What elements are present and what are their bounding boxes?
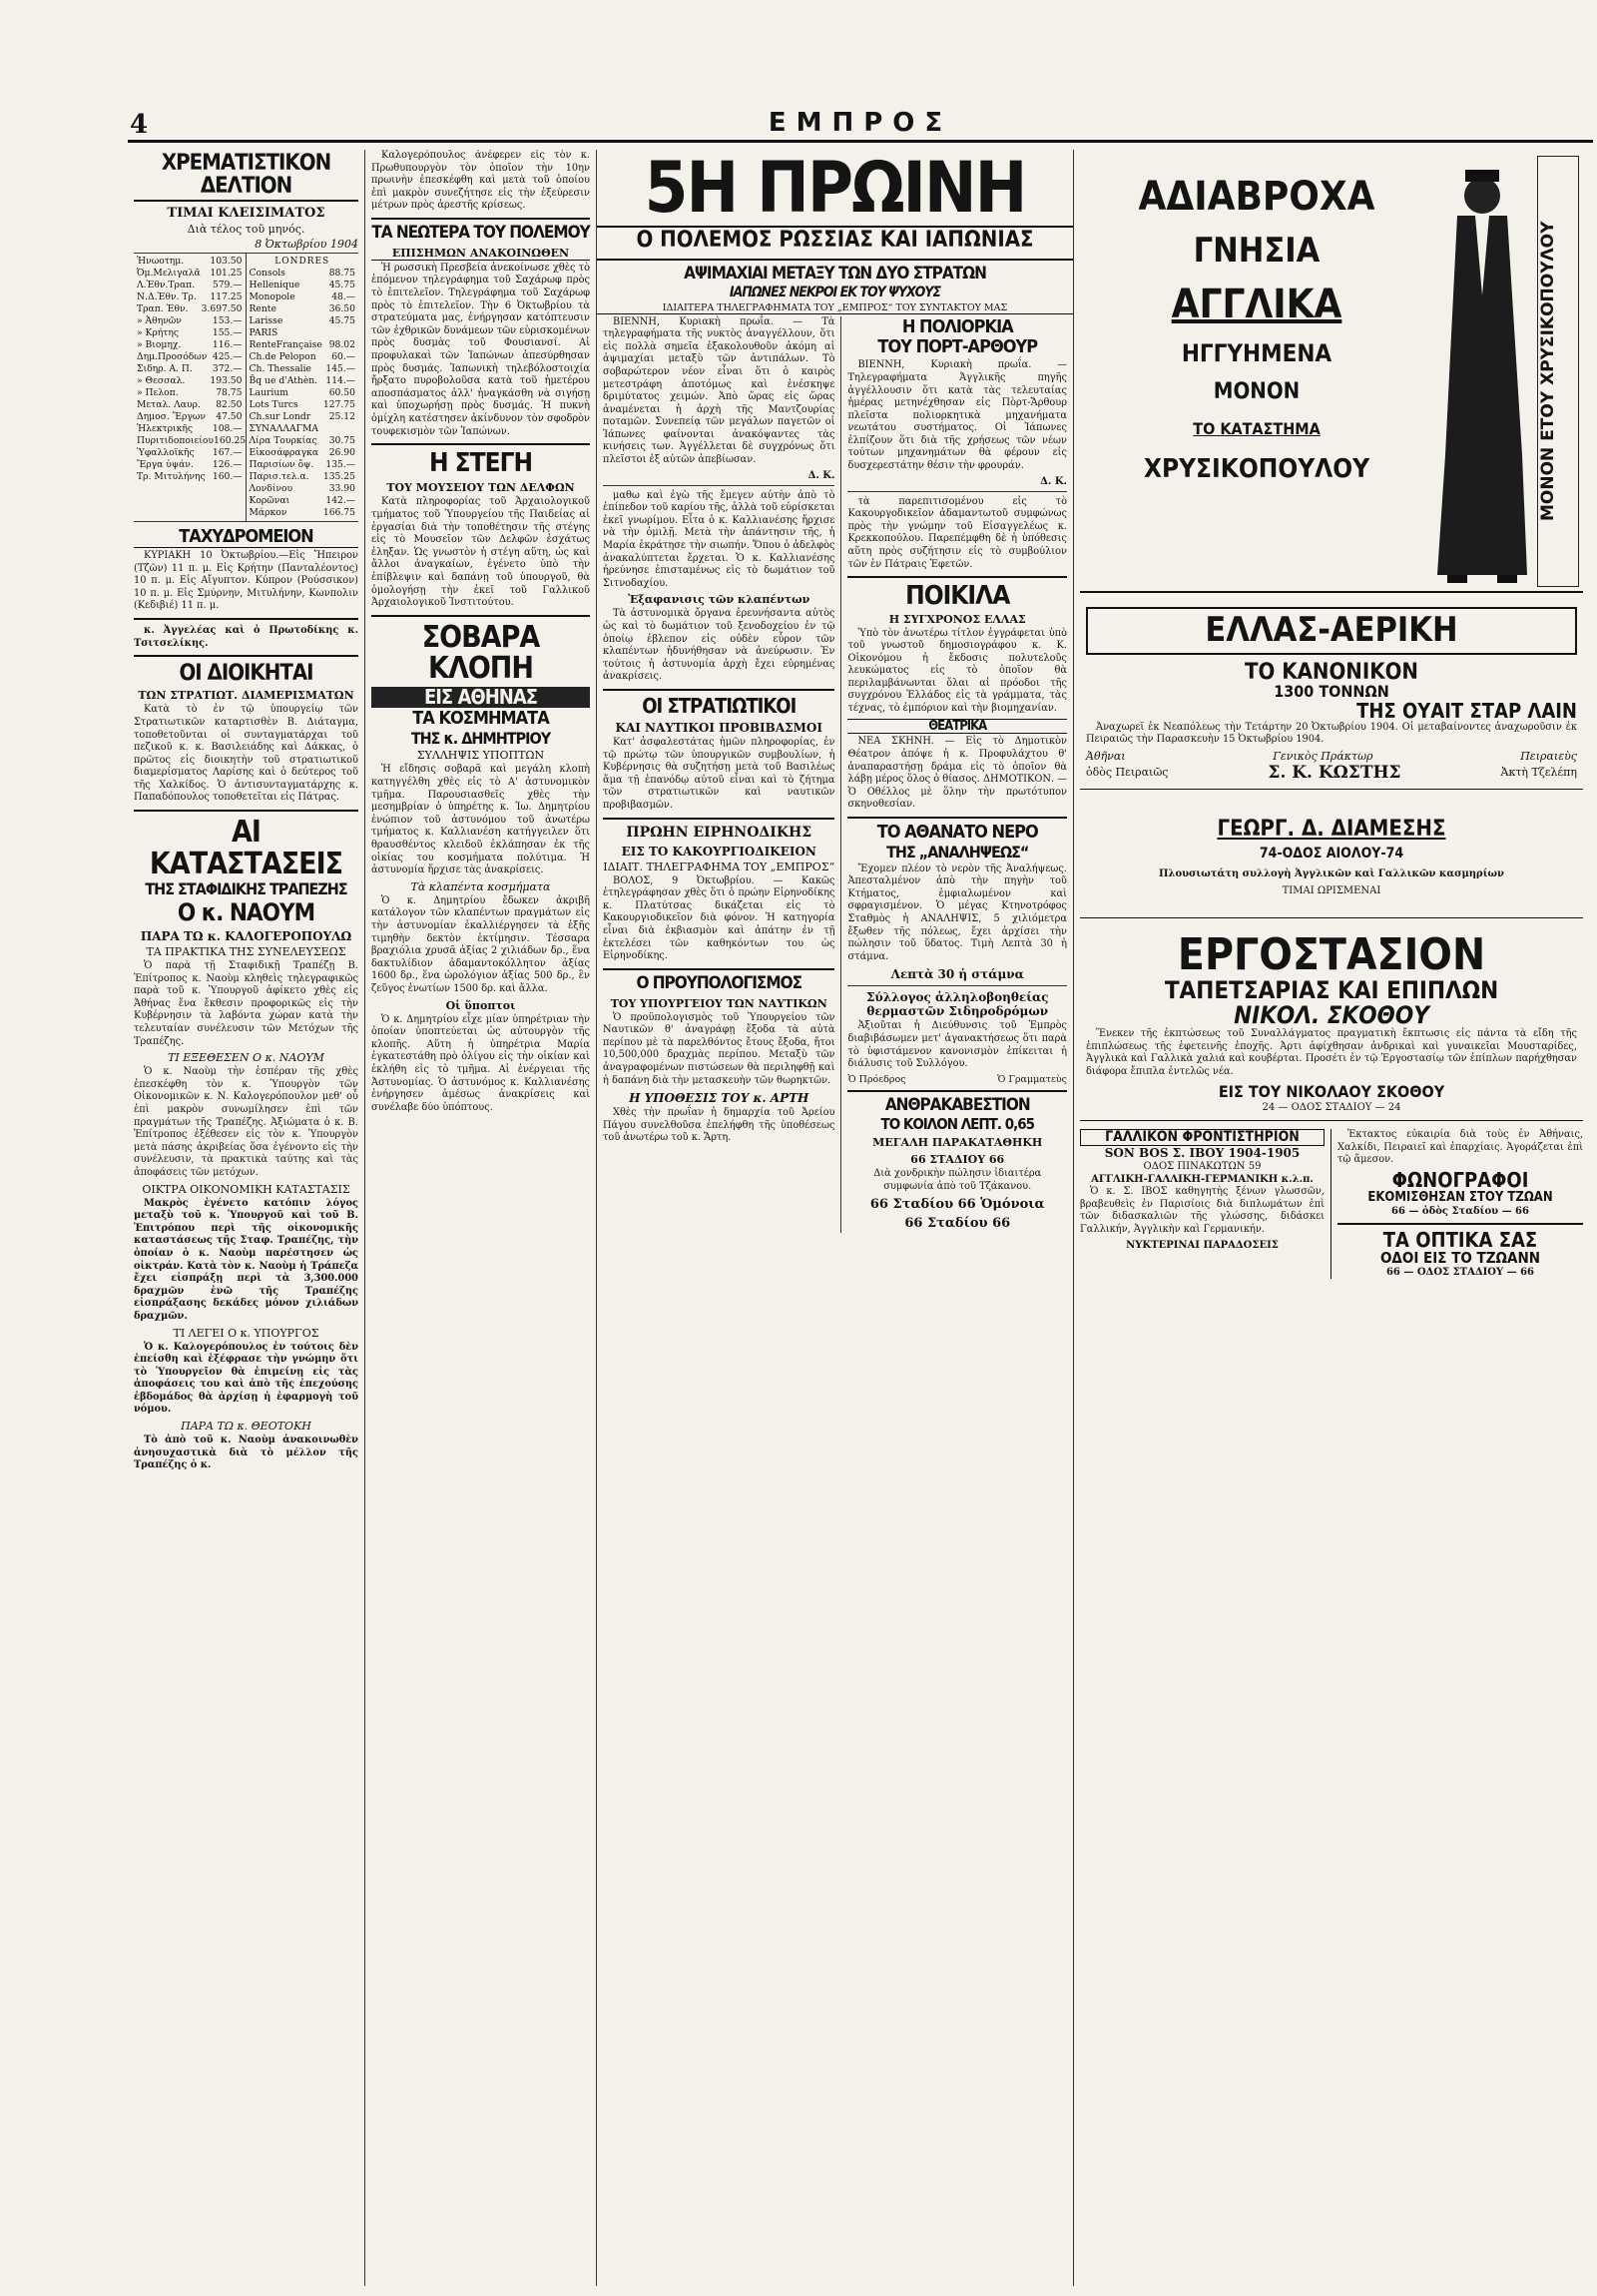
- stock-name: Μεταλ. Λαυρ.: [137, 399, 201, 411]
- water-title: ΤΟ ΑΘΑΝΑΤΟ ΝΕΡΟ: [876, 821, 1038, 843]
- stock-row: [250, 507, 356, 519]
- misc-text: Ὑπὸ τὸν ἀνωτέρω τίτλον ἐγγράφεται ὑπὸ τοῦ γνωστοῦ δημοσιογράφου κ. Κ. Οἰκονόμου ἡ ἔκδοσις πολυτελοῦς λευκώματος εἰς τὸ ὁποῖον θὰ περιλαμβάνωνται ὅλαι αἱ πρόοδοι τῆς συγχρόνου Ἑλλάδος εἰς τὰ γράμματα, τὰς τέχνας, τὸ ἐμπόριον καὶ τὴν βιομηχανίαν.: [847, 627, 1067, 715]
- stock-price: 36.50: [328, 303, 355, 315]
- siege-title: Η ΠΟΛΙΟΡΚΙΑ: [901, 315, 1013, 337]
- coal-title: ΑΝΘΡΑΚΑΒΕΣΤΙΟΝ: [884, 1094, 1030, 1115]
- stock-price: 153.—: [212, 315, 243, 327]
- bank-subtitle-6: ΠΑΡΑ ΤΩ κ. ΘΕΟΤΟΚΗ: [181, 1420, 311, 1434]
- stock-price: 425.—: [212, 351, 243, 363]
- assoc-signature: Ὁ Πρόεδρος: [847, 1073, 906, 1085]
- budget-text: Ὁ προϋπολογισμὸς τοῦ Ὑπουργείου τῶν Ναυτικῶν θ' ἀναγράφῃ ἔξοδα τὰ αὐτὰ περίπου μὲ τὰ παρελθόντος ἔτους ἔξοδα, ἤτοι 10,500,000 δραχμὰς περίπου. Μεταξὺ τῶν ἀναγραφομένων πιστώσεων θὰ περιληφθῇ καὶ ἡ δαπάνη διὰ τὴν μετασκευὴν τῶν θωρηκτῶν.: [603, 1011, 835, 1086]
- siege-text: ΒΙΕΝΝΗ, Κυριακὴ πρωΐα. — Τηλεγραφήματα Ἀγγλικῆς πηγῆς ἀγγέλλουσιν ὅτι κατὰ τὰς τελευταίας ἡμέρας μετηνέχθησαν εἰς Πὸρτ-Ἄρθουρ πλεῖστα πολιορκητικὰ μηχανήματα νεωτάτου συστήματος. Οἱ Ἰάπωνες ἐλπίζουν ὅτι διὰ τῆς χρήσεως τῶν νέων τούτων μηχανημάτων θὰ φέρουν εἰς δυσχερεστάτην θέσιν τὴν φρουράν.: [847, 359, 1067, 472]
- stock-name: Hellenique: [249, 280, 300, 291]
- divider: [371, 218, 590, 220]
- stock-row: [137, 280, 243, 291]
- theft-subtitle-4: ΣΥΛΛΗΨΙΣ ΥΠΟΠΤΩΝ: [416, 749, 545, 763]
- ad2-title: ΕΛΛΑΣ-ΑΕΡΙΚΗ: [1086, 607, 1577, 655]
- assoc-title: Σύλλογος ἀλληλοβοηθείας θερμαστῶν Σιδηροδρόμων: [865, 990, 1049, 1019]
- theft-subtitle-5: Τὰ κλαπέντα κοσμήματα: [410, 879, 551, 893]
- stock-name: Δημοσ. Ἔργων: [137, 411, 206, 423]
- ad2-subtitle: ΤΟ ΚΑΝΟΝΙΚΟΝ: [1245, 659, 1418, 685]
- stock-price: 127.75: [322, 399, 355, 411]
- ad6-title: ΦΩΝΟΓΡΑΦΟΙ: [1391, 1168, 1529, 1193]
- stock-row: [250, 435, 356, 447]
- divider: [371, 615, 590, 617]
- stock-price: 166.75: [322, 507, 355, 519]
- ad5-subtitle-2: ΟΔΟΣ ΠΙΝΑΚΩΤΩΝ 59: [1143, 1160, 1262, 1172]
- misc-title: ΠΟΙΚΙΛΑ: [905, 581, 1010, 612]
- ad1-subtitle-4: ΜΟΝΟΝ: [1213, 378, 1301, 404]
- stock-name: Rente: [249, 303, 276, 315]
- stock-row: [250, 495, 356, 507]
- bank-name-2: ΠΑΡΑ ΤΩ κ. ΚΑΛΟΓΕΡΟΠΟΥΛΩ: [140, 929, 352, 944]
- stock-name: Δημ.Προσόδων: [137, 351, 208, 363]
- masthead: ΕΜΠΡΟΣ: [768, 110, 953, 138]
- ad5-title: ΓΑΛΛΙΚΟΝ ΦΡΟΝΤΙΣΤΗΡΙΟΝ: [1080, 1129, 1325, 1146]
- stock-row: [250, 423, 356, 435]
- stock-subtitle: ΤΙΜΑΙ ΚΛΕΙΣΙΜΑΤΟΣ: [167, 206, 325, 222]
- theft-text-2: Ὁ κ. Δημητρίου ἔδωκεν ἀκριβῆ κατάλογον τῶν κλαπέντων πραγμάτων εἰς τὴν ἀστυνομίαν ἐκαλλιέργησεν τὰ ἑξῆς τιμηθὴν δεκτὸν ἐκτίμησιν. Τέσσαρα βραχιόλια χρυσᾶ ἀξίας 2 χιλιάδων δρ., ἕνα δακτυλίδιον ἀδαμαντοκόλλητον ἀξίας 1600 δρ., ἕνα ὡρολόγιον ἀξίας 500 δρ., ἓν ζεῦγος ἐνωτίων 1500 δρ. καὶ ἄλλα.: [371, 894, 590, 994]
- col3-text-2: μαθω καὶ ἐγὼ τῆς ἔμεγεν αὐτὴν ἀπὸ τὸ ἐπίπεδον τοῦ καρίου τῆς, ἀλλὰ τοῦ εὑρίσκεται ἐκεῖ γνωρίμου. Εἶτα ὁ κ. Καλλιανέσης ἤρχισε νὰ τὴν ὁμιλῇ. Μετὰ τὴν ἀπάντησιν τῆς, ἡ Μαρία ἐκράτησε τὴν σιωπήν. Ὅπου ὁ ἀδελφὸς ἀνακαλύπτεται ἔρχεται. Ὁ κ. Καλλιανέσης ἠρεύνησε ἐπισταμένως εἰς τὸ δωμάτιον τοῦ Σιτνοδαχίου.: [603, 489, 835, 589]
- ad-school: [1080, 1129, 1331, 1279]
- coal-address-3: 66 Σταδίου 66: [904, 1216, 1011, 1232]
- stock-name: Larisse: [249, 315, 283, 327]
- stock-price: 88.75: [328, 268, 355, 280]
- budget-subtitle: ΤΟΥ ΥΠΟΥΡΓΕΙΟΥ ΤΩΝ ΝΑΥΤΙΚΩΝ: [610, 996, 827, 1010]
- bank-text-5: Τὸ ἀπὸ τοῦ κ. Ναοὺμ ἀνακοινωθὲν ἀνησυχαστικὰ διὰ τὸ μέλλον τῆς Τραπέζης ὁ κ.: [134, 1435, 358, 1471]
- stock-row: [137, 459, 243, 471]
- stock-price: 45.75: [328, 315, 355, 327]
- stock-name: Ἡνωοτημ.: [137, 256, 185, 268]
- stock-name: PARIS: [249, 327, 278, 339]
- stock-row: [137, 435, 247, 447]
- ad5-text-2: ΝΥΚΤΕΡΙΝΑΙ ΠΑΡΑΔΟΣΕΙΣ: [1126, 1240, 1279, 1252]
- ad1-vertical-text: ΜΟΝΟΝ ΕΤΟΥ ΧΡΥΣΙΚΟΠΟΥΛΟΥ: [1537, 156, 1579, 587]
- ad1-subtitle-3: ΗΓΓΥΗΜΕΝΑ: [1181, 338, 1332, 367]
- stock-name: Monopole: [249, 291, 295, 303]
- war-sections: [597, 316, 1073, 1234]
- stock-row: [250, 315, 356, 327]
- stock-name: Ν.Δ.Ἐθν. Τρ.: [137, 291, 197, 303]
- news-text: Ἡ ρωσσικὴ Πρεσβεία ἀνεκοίνωσε χθὲς τὸ ἑπόμενον τηλεγράφημα τοῦ Σαχάρωφ πρὸς τὸ ἐπιτελεῖον. Τηλεγράφημα τοῦ Σαχάρωφ πρὸς τὸ ἐπιτελεῖον. Τὴν 6 Ὀκτωβρίου τὰ στρατεύματα μας, ἐνήργησαν κατόπτευσιν τῶν ἐχθρικῶν δυνάμεων τῶν εὑρισκομένων πρὸς δυσμὰς τοῦ Φουσιανσί. Αἱ προφυλακαὶ τῶν Ἰαπώνων ἀπεσύρθησαν πρὸς δυσμάς. Ἰαπωνικὴ τηλεβόλοστοιχία ἤρξατο πυροβολοῦσα κατὰ τοῦ ἡμετέρου αποσπάσματος ἀλλ' ἠναγκάσθη νὰ σιγήσῃ καὶ ὑποχωρήσῃ πρὸς δυσμάς. Ἡ πυκνὴ ὁμίχλη κατέστησεν ἀκίνδυνον τὸν σφοδρὸν τουφεκισμὸν τῶν Ἰαπώνων.: [371, 262, 590, 437]
- war-title: Ο ΠΟΛΕΜΟΣ ΡΩΣΣΙΑΣ ΚΑΙ ΙΑΠΩΝΙΑΣ: [636, 228, 1034, 253]
- page-number: 4: [130, 110, 149, 140]
- stock-row: [137, 315, 243, 327]
- stock-name: Σιδηρ. Α. Π.: [137, 363, 193, 375]
- column-4: [841, 316, 1073, 1234]
- stock-row: [137, 411, 243, 423]
- stock-name: ΣΥΝΑΛΛΑΓΜΑ: [249, 423, 319, 435]
- ad4-title: ΕΡΓΟΣΤΑΣΙΟΝ: [1177, 928, 1486, 980]
- ad2-subtitle-3: ΤΗΣ ΟΥΑΙΤ ΣΤΑΡ ΛΑΙΝ: [1356, 698, 1577, 723]
- news-subtitle: ΕΠΙΣΗΜΩΝ ΑΝΑΚΟΙΝΩΘΕΝ: [371, 247, 590, 261]
- stock-price: 108.—: [212, 423, 243, 435]
- stock-name: Παρισίων ὄψ.: [249, 459, 314, 471]
- man-in-raincoat-illustration: [1427, 156, 1537, 585]
- stock-name: Τρ. Μιτυλήνης: [137, 471, 206, 483]
- stock-row: [250, 363, 356, 375]
- divider: [603, 968, 834, 970]
- stock-row: [137, 256, 243, 268]
- stock-price: 135.25: [322, 471, 355, 483]
- post-title: ΤΑΧΥΔΡΟΜΕΙΟΝ: [134, 528, 358, 548]
- soldiers-text: Κατ' ἀσφαλεστάτας ἡμῶν πληροφορίας, ἐν τῷ πρώτῳ τῶν ὑπουργικῶν συμβουλίων, ἡ Κυβέρνησις θὰ συζητήσῃ μετὰ τοῦ Βασιλέως ἅμα τῇ ἐπανόδῳ αὐτοῦ εἶναι καὶ τὸ ζήτημα τῶν στρατιωτικῶν καὶ ναυτικῶν προβιβασμῶν.: [603, 736, 835, 811]
- water-subtitle: ΤΗΣ „ΑΝΑΛΗΨΕΩΣ“: [886, 842, 1029, 861]
- divider: [847, 985, 1067, 986]
- home-title: Η ΣΤΕΓΗ: [428, 448, 533, 479]
- commanders-subtitle: ΤΩΝ ΣΤΡΑΤΙΩΤ. ΔΙΑΜΕΡΙΣΜΑΤΩΝ: [138, 689, 354, 703]
- ad-phonographs: [1331, 1129, 1583, 1279]
- court-title: ΠΡΩΗΝ ΕΙΡΗΝΟΔΙΚΗΣ: [626, 824, 812, 841]
- ad3-text-2: ΤΙΜΑΙ ΩΡΙΣΜΕΝΑΙ: [1282, 884, 1381, 896]
- ad2-right-2: Ἀκτὴ Τζελέπη: [1500, 766, 1577, 780]
- assoc-text: Ἀξιοῦται ἡ Διεύθυνσις τοῦ Ἐμπρὸς διαβιβάσωμεν μετ' ἀγανακτήσεως ὅτι παρὰ τὸ ὑφιστάμενον κανονισμὸν ἐπίκειται ἡ διάλυσις τοῦ Συλλόγου.: [847, 1020, 1067, 1070]
- stock-price: 82.50: [216, 399, 243, 411]
- ad4-address: ΕΙΣ ΤΟΥ ΝΙΚΟΛΑΟΥ ΣΚΟΘΟΥ: [1218, 1082, 1445, 1102]
- stock-title: ΧΡΕΜΑΤΙΣΤΙΚΟΝ ΔΕΛΤΙΟΝ: [134, 152, 358, 202]
- stock-name: Ὑφαλλοϊκῆς: [137, 447, 195, 459]
- divider: [847, 491, 1067, 492]
- stock-name: Λίρα Τουρκίας: [249, 435, 317, 447]
- stock-price: 26.90: [328, 447, 355, 459]
- divider: [603, 485, 834, 486]
- bank-text-2: Ὁ κ. Ναοὺμ τὴν ἑσπέραν τῆς χθὲς ἐπεσκέφθη τὸν κ. Ὑπουργὸν τῶν Οἰκονομικῶν κ. Ν. Καλογερόπουλον μεθ' οὗ ἐπὶ μακρὸν συνωμίλησεν ἐπὶ τῶν πραγμάτων τῆς Τραπέζης. Ἀξιώματα ὁ κ. Β. Ἐπίτροπος ἐξέθεσεν εἰς τὸν κ. Ὑπουργὸν μετὰ πάσης ἀκριβείας ὅσα ἐγένοντο εἰς τὴν συνέλευσιν, τὰ πρακτικὰ ταύτης καὶ τὰς ἀποφάσεις τῶν μετόχων.: [134, 1066, 358, 1178]
- bank-title: ΑΙ ΚΑΤΑΣΤΑΣΕΙΣ: [149, 815, 343, 881]
- ad-cloth: [1080, 798, 1583, 918]
- stock-head-london: LONDRES: [274, 257, 330, 268]
- stock-name: Πυριτιδοποιείου: [137, 435, 214, 447]
- stock-price: 126.—: [212, 459, 243, 471]
- stock-row: [137, 327, 243, 339]
- stock-row: [250, 327, 356, 339]
- bank-subtitle-4: ΟΙΚΤΡΑ ΟΙΚΟΝΟΜΙΚΗ ΚΑΤΑΣΤΑΣΙΣ: [142, 1182, 350, 1196]
- theft-subtitle-3: ΤΗΣ κ. ΔΗΜΗΤΡΙΟΥ: [410, 728, 551, 748]
- banner: [597, 150, 1073, 228]
- stock-price: 30.75: [328, 435, 355, 447]
- divider: [847, 1090, 1067, 1092]
- stock-name: Ἔργα ὑψάν.: [137, 459, 194, 471]
- newspaper-page: [128, 110, 1593, 2286]
- court-subtitle-2: ΙΔΙΑΙΤ. ΤΗΛΕΓΡΑΦΗΜΑ ΤΟΥ „ΕΜΠΡΟΣ“: [603, 860, 835, 873]
- column-1: [128, 150, 365, 2286]
- stock-price: 135.—: [325, 459, 355, 471]
- ad1-illustration: [1427, 156, 1577, 585]
- ad7-title: ΤΑ ΟΠΤΙΚΑ ΣΑΣ: [1382, 1227, 1538, 1252]
- coal-address-2: 66 Σταδίου 66 Ὁμόνοια: [869, 1197, 1045, 1213]
- stock-row: [250, 375, 356, 387]
- theatre-text: ΝΕΑ ΣΚΗΝΗ. — Εἰς τὸ Δημοτικὸν Θέατρον ἀπόψε ἡ κ. Προφυλάχτου θ' ἀναπαραστήσῃ δράμα εἰς τὸ ὁποῖον θὰ λάβῃ μέρος ὅλος ὁ θίασος. ΔΗΜΟΤΙΚΟΝ. — Ὁ Οθέλλος μὲ ὅλην τὴν πρωτότυπον σκηνοθεσίαν.: [847, 736, 1067, 811]
- arta-title: Η ΥΠΟΘΕΣΙΣ ΤΟΥ κ. ΑΡΤΗ: [629, 1091, 809, 1106]
- divider: [371, 443, 590, 445]
- commanders-title: ΟΙ ΔΙΟΙΚΗΤΑΙ: [179, 661, 313, 687]
- war-subtitle-2: ΙΑΠΩΝΕΣ ΝΕΚΡΟΙ ΕΚ ΤΟΥ ΨΥΧΟΥΣ: [729, 284, 941, 300]
- ad4-subtitle-2: ΝΙΚΟΛ. ΣΚΟΘΟΥ: [1234, 1000, 1429, 1029]
- banner-title: Η ΠΡΩΙΝΗ: [686, 150, 1026, 229]
- siege-subtitle: ΤΟΥ ΠΟΡΤ-ΑΡΘΟΥΡ: [877, 336, 1038, 358]
- ad7-subtitle-2: 66 — ΟΔΟΣ ΣΤΑΔΙΟΥ — 66: [1385, 1267, 1535, 1279]
- stock-name: Παρισ.τελ.α.: [249, 471, 309, 483]
- budget-title: Ο ΠΡΟΥΠΟΛΟΓΙΣΜΟΣ: [636, 972, 802, 993]
- stock-name: Μάρκον: [249, 507, 287, 519]
- col3-subtitle: Ἐξαφανισις τῶν κλαπέντων: [628, 593, 810, 607]
- intro-text: Καλογερόπουλος ἀνέφερεν εἰς τὸν κ. Πρωθυπουργὸν τὸν ὁποῖον τὴν 10ην πρωινὴν ἐπεσκέφθη καὶ μετὰ τοῦ ὁποίου ἐπὶ μακρὸν συνεζήτησε εἰς τὴν ἐξεύρεσιν μέτρων πρὸς ἀρεστῆς κρίσεως.: [371, 150, 590, 212]
- ad-raincoats: [1080, 150, 1583, 593]
- bank-subtitle-5: ΤΙ ΛΕΓΕΙ Ο κ. ΥΠΟΥΡΓΟΣ: [173, 1326, 319, 1340]
- divider: [134, 810, 358, 812]
- ad3-title: ΓΕΩΡΓ. Δ. ΔΙΑΜΕΣΗΣ: [1217, 816, 1446, 842]
- stock-price: 167.—: [212, 447, 243, 459]
- stock-price: 116.—: [212, 339, 243, 351]
- stock-row: [250, 351, 356, 363]
- home-text: Κατὰ πληροφορίας τοῦ Ἀρχαιολογικοῦ τμήματος τοῦ Ὑπουργείου τῆς Παιδείας αἱ ἐργασίαι διὰ τὴν τοποθέτησιν τῆς στέγης εἰς τὸ Μουσεῖον τῶν Δελφῶν ἐσχάτως ἐληξαν. Ὡς γνωστὸν ἡ στέγη αὕτη, ὡς καὶ ἄλλοι ἀναγκαίων, ἐγένετο ὑπὸ τὴν ἐπίβλεψιν καὶ δαπάνῃ τοῦ ὑπουργοῦ, θὰ ὁμολογήσῃ τὴν ἐκεῖ τοῦ Γαλλικοῦ Ἀρχαιολογικοῦ Ἰνστιτούτου.: [371, 496, 590, 609]
- ad2-right: Πειραιεὺς: [1520, 749, 1577, 763]
- ad2-left: Ἀθῆναι: [1086, 749, 1126, 763]
- ad2-subtitle-2: 1300 ΤΟΝΝΩΝ: [1274, 681, 1389, 701]
- stock-row: [137, 303, 243, 315]
- stock-row: [137, 387, 243, 399]
- ad1-subtitle-2: ΑΓΓΛΙΚΑ: [1171, 281, 1342, 327]
- divider: [597, 259, 1073, 261]
- stock-row: [137, 363, 243, 375]
- stock-name: » Πελοπ.: [137, 387, 179, 399]
- stock-name: » Ἀθηνῶν: [137, 315, 182, 327]
- bank-text-3: Μακρὸς ἐγένετο κατόπιν λόγος μεταξὺ τοῦ κ. Ὑπουργοῦ καὶ τοῦ Β. Ἐπιτρόπου περὶ τῆς οἰκονομικῆς καταστάσεως τῆς Σταφ. Τραπέζης, τὴν ὁποίαν ὁ κ. Ναοὺμ παρέστησεν ὡς οἰκτράν. Κατὰ τὸν κ. Ναοὺμ ἡ Τράπεζα ἔχει εἰσπράξῃ περὶ τὰ 3,300.000 δραχμῶν ἐνῶ τῆς Τραπέζης εἰσπράξασης δεκάδες μόνον χιλιάδων δραχμῶν.: [134, 1197, 358, 1322]
- theft-subtitle: ΕΙΣ ΑΘΗΝΑΣ: [371, 687, 590, 708]
- stock-row: [250, 411, 356, 423]
- ad5-subtitle: SON BOS Σ. ΙΒΟΥ 1904-1905: [1104, 1145, 1301, 1160]
- stock-row: [250, 280, 356, 291]
- stock-name: B̄q ue d'Athèn.: [249, 375, 318, 387]
- stock-row: [250, 303, 356, 315]
- theft-text-3: Ὁ κ. Δημητρίου εἶχε μίαν ὑπηρέτριαν τὴν ὁποίαν ὑποπτεύεται ὡς αὐτουργὸν τῆς κλοπῆς. Αὕτη ἡ ὑπηρέτρια Μαρία ἐγκατεστάθη πρὸ ὀλίγου εἰς τὴν οἰκίαν καὶ ἐκλήθη εἰς τὸ τμῆμα. Αἱ ἐνέργειαι τῆς Ἀστυνομίας. Ὁ ἀστυνόμος κ. Καλλιανέσης ἐνήργησεν ἀμέσως ἀνακρίσεις καὶ συνέλαβε δύο ὑπόπτους.: [371, 1013, 590, 1113]
- stock-price: 45.75: [328, 280, 355, 291]
- stock-name: Lots Turcs: [249, 399, 298, 411]
- news-title: ΤΑ ΝΕΩΤΕΡΑ ΤΟΥ ΠΟΛΕΜΟΥ: [371, 222, 590, 243]
- soldiers-title: ΟΙ ΣΤΡΑΤΙΩΤΙΚΟΙ: [642, 693, 797, 718]
- stock-name: Ch.de Pelopon: [249, 351, 316, 363]
- ad2-text: Ἀναχωρεῖ ἐκ Νεαπόλεως τὴν Τετάρτην 20 Ὀκτωβρίου 1904. Οἱ μεταβαίνοντες ἀναχωροῦσιν ἐκ Πειραιῶς τὴν Παρασκευὴν 15 Ὀκτωβρίου 1904.: [1086, 721, 1577, 746]
- ad2-middle: Γενικὸς Πράκτωρ: [1273, 749, 1373, 763]
- stock-name: Τραπ. Ἐθν.: [137, 303, 189, 315]
- column-2: [365, 150, 597, 2286]
- stock-price: 25.12: [328, 411, 355, 423]
- theft-title: ΣΟΒΑΡΑ ΚΛΟΠΗ: [421, 619, 540, 687]
- bank-text: Ὁ παρὰ τῇ Σταφιδικῇ Τραπέζῃ Β. Ἐπίτροπος κ. Ναοὺμ κληθεὶς τηλεγραφικῶς παρὰ τοῦ κ. Ὑπουργοῦ ἀφίκετο χθὲς εἰς Ἀθήνας ἔνα ἔκθεσιν προφορικῶς εἰς τὴν Κυβέρνησιν τὰ λαβόντα χώραν κατὰ τὴν τελευταίαν συνέλευσιν τῶν Μετόχων τῆς Τραπέζης.: [134, 960, 358, 1047]
- ad5-subtitle-3: ΑΓΓΛΙΚΗ-ΓΑΛΛΙΚΗ-ΓΕΡΜΑΝΙΚΗ κ.λ.π.: [1091, 1173, 1314, 1185]
- ad7-subtitle: ΟΔΟΙ ΕΙΣ ΤΟ ΤΖΩΑΝΝ: [1379, 1248, 1541, 1267]
- ad2-left-2: ὁδὸς Πειραιῶς: [1086, 766, 1169, 780]
- war-subtitle-3: ΙΔΙΑΙΤΕΡΑ ΤΗΛΕΓΡΑΦΗΜΑΤΑ ΤΟΥ „ΕΜΠΡΟΣ“ ΤΟΥ ΣΥΝΤΑΚΤΟΥ ΜΑΣ: [597, 302, 1073, 314]
- stock-name: Κορῶναι: [249, 495, 290, 507]
- ad3-subtitle: 74-ΟΔΟΣ ΑΙΟΛΟΥ-74: [1259, 845, 1404, 861]
- stock-date: 8 Ὀκτωβρίου 1904: [255, 238, 358, 252]
- col3-text-3: Τὰ ἀστυνομικὰ ὄργανα ἐρευνήσαντα αὐτὸς ὡς καὶ τὸ δωμάτιον τοῦ ξενοδοχείου ἐν τῷ ὁποίῳ ἐβλεπον εἰς οὐδὲν εὗρον τῶν κλαπέντων ἠδυνήθησαν νὰ ἀνεύρωσιν. Ἐν τούτοις ἡ ἀστυνομία ἀρχὴ ἔχει εὐρημένας ἀνακρίσεις.: [603, 608, 835, 683]
- coal-subtitle: ΤΟ ΚΟΙΛΟΝ ΛΕΠΤ. 0,65: [880, 1114, 1034, 1133]
- ad6-subtitle: ΕΚΟΜΙΣΘΗΣΑΝ ΣΤΟΥ ΤΖΩΑΝ: [1367, 1190, 1553, 1206]
- divider: [603, 689, 834, 691]
- stock-name: RenteFrançaise: [249, 339, 322, 351]
- stock-price: 145.—: [325, 363, 355, 375]
- ad4-text: Ἕνεκεν τῆς ἐκπτώσεως τοῦ Συναλλάγματος πραγματικὴ ἔκπτωσις εἰς πάντα τὰ εἴδη τῆς ἐπιπλώσεως τῆς ἐφετεινῆς ἐποχῆς. Ἀρτι ἀφίχθησαν ἀνδρικαὶ καὶ γυναικεῖαι Μουσταρίδες, Ἀγγλικὰ καὶ Γαλλικὰ χαλιά καὶ κουβέρται. Προσέτι ἐν τῷ Ἐργοστασίῳ τῶν ἐπίπλων παρήχθησαν διάφορα ἔπιπλα ἐντελῶς νέα.: [1086, 1028, 1577, 1077]
- divider: [603, 818, 834, 820]
- stock-row: [137, 351, 243, 363]
- bottom-ads: [1080, 1129, 1583, 1279]
- theft-text: Ἡ εἴδησις σοβαρᾶ καὶ μεγάλη κλοπὴ κατηγγέλθη χθὲς εἰς τὸ Α' ἀστυνομικὸν τμῆμα. Παρουσιασθεῖς χθὲς τὴν μεσημβρίαν ὁ ὑπηρέτης κ. Ἰω. Δημητρίου ἐνώπιον τοῦ ἀστυνόμου τοῦ ἀνωτέρω τμήματος κ. Καλλιανέση κατήγγειλεν ὅτι θραυσθέντος κλειδοῦ ἐκλάπησαν ἐκ τῆς οἰκίας του κοσμήματα πολύτιμα. Ἡ ἀστυνομία ἤρχισε τὰς ἀνακρίσεις.: [371, 764, 590, 876]
- stock-name: Λ.Ἐθν.Τραπ.: [137, 280, 196, 291]
- stock-name: Ὀμ.Μελιγαλᾶ: [137, 268, 201, 280]
- stock-price: 103.50: [210, 256, 243, 268]
- stock-price: 60.50: [328, 387, 355, 399]
- water-text: Ἔχομεν πλέον τὸ νερὸν τῆς Ἀναλήψεως. Ἀπεσταλμένον ἀπὸ τὴν πηγὴν τοῦ Κτήματος, ἐμφιαλωμένον καὶ σφραγισμένον. Ὁ μέγας Κτηνοτρόφος Σταθμὸς ἡ ΑΝΑΛΗΨΙΣ, 5 χιλιόμετρα ἔξωθεν τῆς πόλεως, ἔχει ἀρχίσει τὴν πώλησιν τοῦ ὕδατος. Τιμὴ Λεπτὰ 30 ἡ στάμνα.: [847, 862, 1067, 962]
- arta-text: Χθὲς τὴν πρωΐαν ἡ δημαρχία τοῦ Ἀρείου Πάγου συνελθοῦσα ἐπελήφθη τῆς ὑποθέσεως τοῦ ἀνωτέρω τοῦ κ. Ἄρτη.: [603, 1107, 835, 1144]
- ad1-subtitle-5: ΤΟ ΚΑΤΑΣΤΗΜΑ: [1193, 418, 1321, 438]
- ad1-subtitle: ΓΝΗΣΙΑ: [1193, 231, 1321, 271]
- stock-price: 3.697.50: [201, 303, 243, 315]
- ad6-text: Ἐκτακτος εὐκαιρία διὰ τοὺς ἐν Ἀθήναις, Χαλκίδι, Πειραιεῖ καὶ ἐπαρχίαις. Ἀγοράζεται ἐπὶ τῷ ἄμεσον.: [1337, 1129, 1583, 1166]
- column-3-4: [597, 150, 1074, 2286]
- stock-row: [250, 291, 356, 303]
- stock-name: Ch. Thessalie: [249, 363, 311, 375]
- divider: [1337, 1223, 1583, 1225]
- stock-price: 33.90: [328, 483, 355, 495]
- stock-price: 60.—: [331, 351, 355, 363]
- divider: [847, 817, 1067, 819]
- post-text: ΚΥΡΙΑΚΗ 10 Ὀκτωβρίου.—Εἰς Ἤπειρον (Τζῶν) 11 π. μ. Εἰς Κρήτην (Πανταλέοντος) 10 π. μ. Εἰς Αἴγυπτον. Κύπρον (Ρούσσικον) 10 π. μ. Εἰς Σμύρνην, Μιτυλήνην, Κωνπολιν (Κεδιβιέ) 11 π. μ.: [134, 550, 358, 612]
- stock-row: [137, 291, 243, 303]
- stock-name: Consols: [249, 268, 285, 280]
- stock-row: [137, 447, 243, 459]
- stock-price: 579.—: [212, 280, 243, 291]
- ad4-address-2: 24 — ΟΔΟΣ ΣΤΑΔΙΟΥ — 24: [1262, 1102, 1401, 1114]
- column-5-ads: [1074, 150, 1589, 2286]
- stock-row: [137, 423, 243, 435]
- coal-text: Διὰ χονδρικὴν πώλησιν ἰδιαιτέρα συμφωνία ἀπὸ τοῦ Τζάκανου.: [873, 1168, 1042, 1192]
- stock-row: [250, 387, 356, 399]
- theft-subtitle-6: Οἱ ὕποπτοι: [445, 998, 516, 1012]
- stock-price: 117.25: [210, 291, 243, 303]
- stock-row: [137, 399, 243, 411]
- post-text-2: κ. Ἀγγελέας καὶ ὁ Πρωτοδίκης κ. Τσιτσελίκης.: [134, 625, 358, 649]
- bank-subtitle: ΤΗΣ ΣΤΑΦΙΔΙΚΗΣ ΤΡΑΠΕΖΗΣ: [145, 879, 347, 899]
- ad4-subtitle: ΤΑΠΕΤΣΑΡΙΑΣ ΚΑΙ ΕΠΙΠΛΩΝ: [1164, 975, 1499, 1004]
- stock-price: 114.—: [325, 375, 355, 387]
- stock-name: » Θεσσαλ.: [137, 375, 186, 387]
- col4-text: τὰ παρεπιτισομένου εἰς τὸ Κακουργοδικεῖον ἀδαμαντωτοῦ συμφώνως πρὸς τὴν γνώμην τοῦ Εἰσαγγελέως κ. Κρεκκοπούλου. Παρεπέμφθη δὲ ἡ ὑπόθεσις αὕτη πρὸς συζήτησιν εἰς τὸ συμβούλιον τῶν ἐν Πάτραις Ἐφετῶν.: [847, 495, 1067, 570]
- stock-row: [137, 375, 243, 387]
- stock-row: [250, 399, 356, 411]
- stock-row: [137, 339, 243, 351]
- theft-subtitle-2: ΤΑ ΚΟΣΜΗΜΑΤΑ: [412, 707, 549, 729]
- ad2-agent-name: Σ. Κ. ΚΩΣΤΗΣ: [1268, 762, 1401, 783]
- stock-price: 78.75: [216, 387, 243, 399]
- court-text: ΒΟΛΟΣ, 9 Ὀκτωβρίου. — Κακῶς ἐτηλεγράφησαν χθὲς ὅτι ὁ πρώην Εἰρηνοδίκης κ. Πλατύτσας δικάζεται εἰς τὸ Κακουργιοδικεῖον διὰ φόνον. Ἡ κατηγορία εἶναι διὰ ἐκβιασμὸν καὶ ἀπάτην ἐν τῇ ἐκτελέσει τῶν καθηκόντων του ὡς Εἰρηνοδίκης.: [603, 874, 835, 962]
- misc-subtitle: Η ΣΥΓΧΡΟΝΟΣ ΕΛΛΑΣ: [888, 612, 1026, 626]
- stock-price: 193.50: [210, 375, 243, 387]
- stock-name: Εἰκοσάφραγκα: [249, 447, 319, 459]
- theatre-title: ΘΕΑΤΡΙΚΑ: [847, 719, 1067, 735]
- stock-name: » Κρήτης: [137, 327, 180, 339]
- stock-price: 160.25: [214, 435, 247, 447]
- stock-price: 160.—: [212, 471, 243, 483]
- soldiers-subtitle: ΚΑΙ ΝΑΥΤΙΚΟΙ ΠΡΟΒΙΒΑΣΜΟΙ: [615, 720, 822, 735]
- stock-row: [250, 459, 356, 471]
- coal-address: 66 ΣΤΑΔΙΟΥ 66: [910, 1153, 1005, 1167]
- ad6-subtitle-2: 66 — ὁδὸς Σταδίου — 66: [1391, 1205, 1529, 1217]
- court-subtitle: ΕΙΣ ΤΟ ΚΑΚΟΥΡΓΙΟΔΙΚΕΙΟΝ: [621, 844, 816, 859]
- stock-note: Διὰ τέλος τοῦ μηνός.: [187, 223, 305, 237]
- coal-subtitle-2: ΜΕΓΑΛΗ ΠΑΡΑΚΑΤΑΘΗΚΗ: [872, 1136, 1043, 1150]
- home-subtitle: ΤΟΥ ΜΟΥΣΕΙΟΥ ΤΩΝ ΔΕΛΦΩΝ: [386, 481, 575, 495]
- siege-signature: Δ. Κ.: [1040, 475, 1067, 487]
- war-text: ΒΙΕΝΝΗ, Κυριακὴ πρωΐα. — Τὰ τηλεγραφήματα τῆς νυκτὸς ἀναγγέλλουν, ὅτι εἰς πολλὰ σημεῖα ἐξακολουθοῦν ἀκόμη αἱ ἀψιμαχίαι μεταξὺ τῶν ἀντιπάλων. Τὸ σοβαρώτερον νέον εἶναι ὅτι ὁ καιρὸς μετεστράφη ἀποτόμως καὶ ἐνέσκηψε δριμύτατος χειμών. Ἀπὸ ὥρας εἰς ὥρας ἀναμένεται ἡ ἀρχὴ τῆς Μαντζουρίας ποταμῶν. Συνεπείᾳ τῶν μεγάλων παγετῶν οἱ Ἰάπωνες φαίνονται ἀνακόψαντες τὰς κινήσεις των. Ἀγγέλλεται δὲ συγχρόνως ὅτι πλεῖστοι ἐξ αὐτῶν ἀπεβίωσαν.: [603, 315, 835, 466]
- stock-price: 155.—: [212, 327, 243, 339]
- ad5-text: Ὁ κ. Σ. ΙΒΟΣ καθηγητὴς ξένων γλωσσῶν, βραβευθεὶς ἐν Παρισίοις διὰ διπλωμάτων ἐπὶ τῶν διδασκαλιῶν τῆς γλώσσης, διδάσκει Γαλλικήν, Ἀγγλικὴν καὶ Γερμανικήν.: [1080, 1185, 1325, 1235]
- ad-factory: [1080, 926, 1583, 1122]
- columns: [128, 150, 1593, 2286]
- stock-row: [250, 447, 356, 459]
- water-price: Λεπτὰ 30 ἡ στάμνα: [890, 967, 1024, 982]
- stock-table-athens: [134, 254, 247, 521]
- war-subtitle: ΑΨΙΜΑΧΙΑΙ ΜΕΤΑΞΥ ΤΩΝ ΔΥΟ ΣΤΡΑΤΩΝ: [684, 264, 986, 284]
- stock-price: 101.25: [210, 268, 243, 280]
- divider: [847, 576, 1067, 578]
- stock-row: [250, 268, 356, 280]
- page-header: [128, 110, 1593, 143]
- ad-ship: [1080, 601, 1583, 790]
- stock-price: 372.—: [212, 363, 243, 375]
- bank-subtitle-3: ΤΙ ΕΞΕΘΕΣΕΝ Ο κ. ΝΑΟΥΜ: [168, 1051, 324, 1065]
- assoc-signature-2: Ὁ Γραμματεὺς: [997, 1073, 1067, 1085]
- ad3-text: Πλουσιωτάτη συλλογὴ Ἀγγλικῶν καὶ Γαλλικῶν κασμηρίων: [1158, 867, 1504, 879]
- bank-subtitle-2: ΤΑ ΠΡΑΚΤΙΚΑ ΤΗΣ ΣΥΝΕΛΕΥΣΕΩΣ: [146, 945, 346, 959]
- stock-name: Ch.sur Londr: [249, 411, 311, 423]
- divider: [134, 618, 358, 620]
- stock-name: » Βιομηχ.: [137, 339, 182, 351]
- war-signature: Δ. Κ.: [807, 469, 835, 481]
- stock-row: [250, 471, 356, 483]
- stock-price: 142.—: [325, 495, 355, 507]
- stock-table-foreign: [247, 254, 359, 521]
- banner-number: 5: [644, 150, 687, 229]
- stock-table: [134, 253, 358, 522]
- stock-price: 47.50: [216, 411, 243, 423]
- bank-name: Ο κ. ΝΑΟΥΜ: [177, 897, 315, 926]
- stock-name: Ἠλεκτρικῆς: [137, 423, 193, 435]
- stock-name: Laurium: [249, 387, 288, 399]
- stock-row: [250, 483, 356, 495]
- stock-row: [250, 339, 356, 351]
- stock-price: 98.02: [328, 339, 355, 351]
- commanders-text: Κατὰ τὸ ἐν τῷ ὑπουργείῳ τῶν Στρατιωτικῶν καταρτισθὲν Β. Διάταγμα, τοποθετοῦνται οἱ συνταγματάρχαι τοῦ πεζικοῦ κ. κ. Βασιλειάδης καὶ Δάκκας, ὁ πρῶτος εἰς διοικητὴν τοῦ στρατιωτικοῦ διαμερίσματος Λαρίσης καὶ ὁ δεύτερος τοῦ τῆς Χαλκίδος. Ὁ ἀντισυνταγματάρχης κ. Παπαδόπουλος τοποθετεῖται εἰς Πάτρας.: [134, 704, 358, 804]
- bank-text-4: Ὁ κ. Καλογερόπουλος ἐν τούτοις δὲν ἐπείσθη καὶ ἐξέφρασε τὴν γνώμην ὅτι τὸ Ὑπουργεῖον θὰ ἐπιμείνῃ εἰς τὰς ἀποφάσεις του καὶ ἀπὸ τῆς ἐπεχούσης ἐβδομάδος θὰ ἀρχίσῃ ἡ ἐφαρμογὴ τοῦ νόμου.: [134, 1341, 358, 1416]
- ad1-subtitle-6: ΧΡΥΣΙΚΟΠΟΥΛΟΥ: [1143, 453, 1370, 484]
- divider: [134, 655, 358, 657]
- stock-row: [137, 268, 243, 280]
- stock-name: Λονδίνου: [249, 483, 293, 495]
- stock-price: 48.—: [331, 291, 355, 303]
- column-3: [597, 316, 841, 1234]
- ad1-title: ΑΔΙΑΒΡΟΧΑ: [1138, 174, 1375, 220]
- stock-row: [137, 471, 243, 483]
